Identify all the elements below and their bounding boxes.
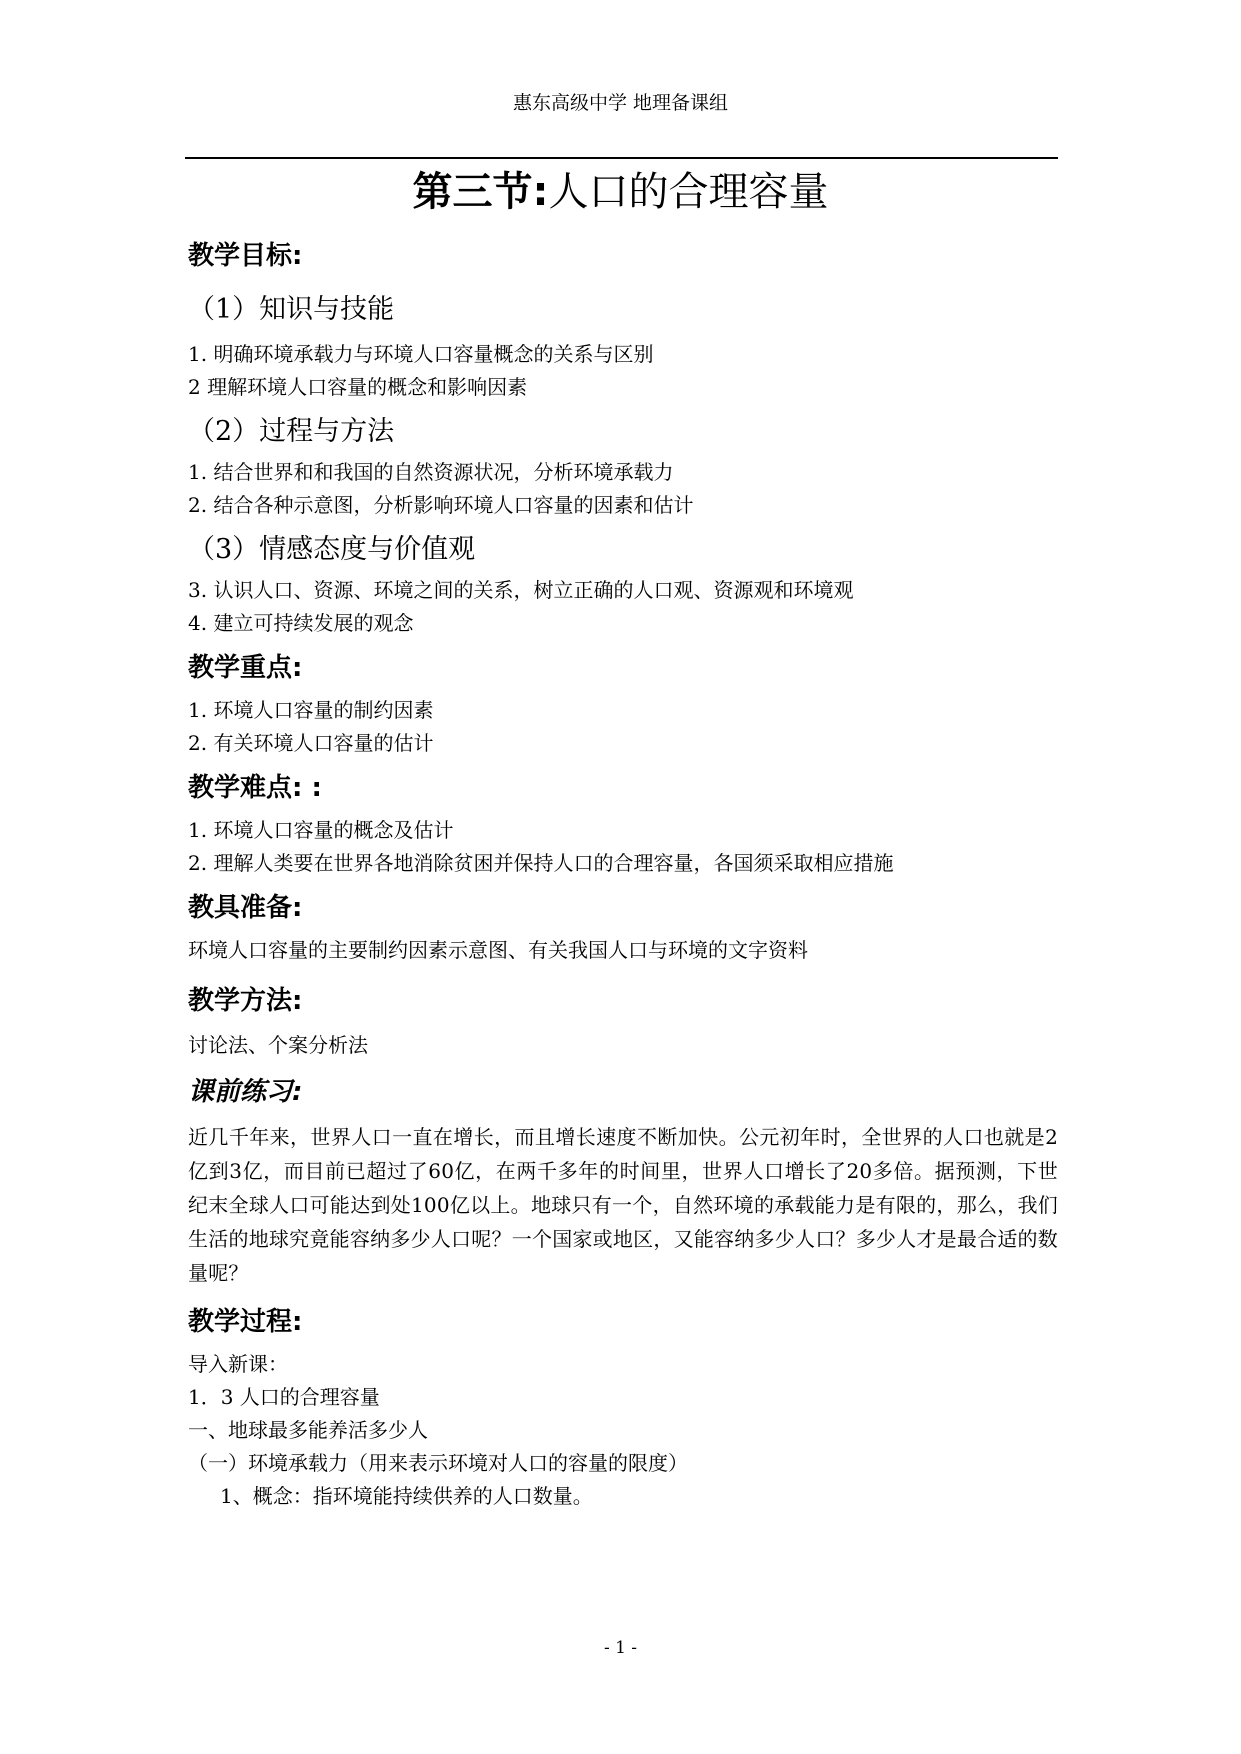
title-section-label: 第三节: bbox=[412, 169, 549, 215]
section-process bbox=[188, 1302, 1058, 1513]
process-line: （一）环境承载力（用来表示环境对人口的容量的限度） bbox=[188, 1451, 688, 1475]
heading-tools: 教具准备: bbox=[188, 893, 303, 923]
list-item: 2. 结合各种示意图，分析影响环境人口容量的因素和估计 bbox=[188, 493, 694, 517]
exercise-paragraph: 近几千年来，世界人口一直在增长，而且增长速度不断加快。公元初年时，全世界的人口也就是2亿到3亿，而目前已超过了60亿，在两千多年的时间里，世界人口增长了20多倍。据预测，下世纪末全球人口可能达到处100亿以上。地球只有一个，自然环境的承载能力是有限的，那么，我们生活的地球究竟能容纳多少人口呢？一个国家或地区，又能容纳多少人口？多少人才是最合适的数量呢？ bbox=[188, 1125, 1058, 1285]
heading-objectives: 教学目标: bbox=[188, 241, 303, 271]
tools-text: 环境人口容量的主要制约因素示意图、有关我国人口与环境的文字资料 bbox=[188, 938, 808, 962]
heading-key-points: 教学重点: bbox=[188, 653, 303, 683]
subheading-attitude: （3）情感态度与价值观 bbox=[188, 534, 476, 565]
section-objectives bbox=[188, 236, 1058, 640]
list-item: 1. 环境人口容量的概念及估计 bbox=[188, 818, 454, 842]
subheading-knowledge: （1）知识与技能 bbox=[188, 294, 395, 325]
heading-difficulties: 教学难点: : bbox=[188, 773, 322, 803]
heading-process: 教学过程: bbox=[188, 1307, 303, 1337]
methods-text: 讨论法、个案分析法 bbox=[188, 1033, 368, 1057]
list-item: 3. 认识人口、资源、环境之间的关系，树立正确的人口观、资源观和环境观 bbox=[188, 578, 854, 602]
page-title bbox=[0, 166, 1241, 218]
section-methods bbox=[188, 981, 1058, 1062]
section-tools bbox=[188, 888, 1058, 967]
document-body bbox=[188, 230, 1058, 1513]
subheading-process: （2）过程与方法 bbox=[188, 416, 395, 447]
title-text: 人口的合理容量 bbox=[548, 169, 829, 215]
section-difficulties bbox=[188, 768, 1058, 880]
process-line: 导入新课： bbox=[188, 1352, 288, 1376]
section-exercise bbox=[188, 1072, 1058, 1290]
process-line: 1、概念：指环境能持续供养的人口数量。 bbox=[220, 1484, 593, 1508]
list-item: 2. 有关环境人口容量的估计 bbox=[188, 731, 434, 755]
list-item: 1. 明确环境承载力与环境人口容量概念的关系与区别 bbox=[188, 342, 654, 366]
process-line: 1．3 人口的合理容量 bbox=[188, 1385, 380, 1409]
list-item: 4. 建立可持续发展的观念 bbox=[188, 611, 414, 635]
process-line: 一、地球最多能养活多少人 bbox=[188, 1418, 428, 1442]
list-item: 1. 结合世界和和我国的自然资源状况，分析环境承载力 bbox=[188, 460, 674, 484]
section-key-points bbox=[188, 648, 1058, 760]
list-item: 2. 理解人类要在世界各地消除贫困并保持人口的合理容量，各国须采取相应措施 bbox=[188, 851, 894, 875]
list-item: 1. 环境人口容量的制约因素 bbox=[188, 698, 434, 722]
list-item: 2 理解环境人口容量的概念和影响因素 bbox=[188, 375, 528, 399]
heading-exercise: 课前练习: bbox=[188, 1077, 303, 1107]
header-rule bbox=[185, 157, 1058, 159]
page-header: 惠东高级中学 地理备课组 bbox=[512, 92, 729, 114]
page-number: - 1 - bbox=[603, 1638, 638, 1658]
heading-methods: 教学方法: bbox=[188, 986, 303, 1016]
